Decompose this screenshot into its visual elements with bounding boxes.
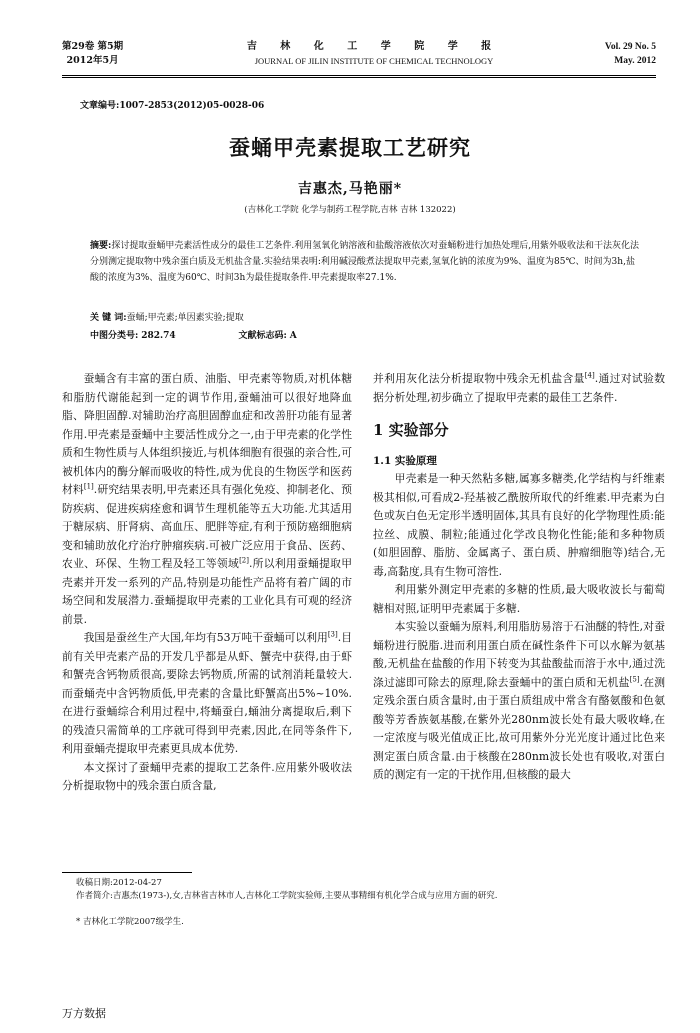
footnote-rule <box>62 872 192 873</box>
text-run: 我国是蚕丝生产大国,年均有53万吨干蚕蛹可以利用 <box>83 631 328 644</box>
doc-code-label: 文献标志码: <box>238 331 287 341</box>
text-run: .目前有关甲壳素产品的开发几乎都是从虾、蟹壳中获得,由于虾和蟹壳含钙物质很高,要除去钙物质,所需的试剂消耗量较大.而蚕蛹壳中含钙物质低,甲壳素的含量比虾蟹高出5%~10%.在进行蚕蛹综合利用过程中,将蛹蚕白,蛹油分离提取后,剩下的残渣只需简单的工序就可得到甲壳素,因此,在同等条件下,利用蚕蛹壳提取甲壳素更具成本优势. <box>62 631 352 755</box>
text-run: .在测定残余蛋白质含量时,由于蛋白质组成中常含有酪氨酸和色氨酸等芳香族氨基酸,在紫外光280nm波长处有最大吸收峰,在一定浓度与吸光值成正比,故可用紫外分光光度计通过比色来测定蛋白质含量.由于核酸在280nm波长处也有吸收,对蛋白质的测定有一定的干扰作用,但核酸的最大 <box>373 675 665 781</box>
paper-title: 蚕蛹甲壳素提取工艺研究 <box>229 135 471 160</box>
keywords-text: 蚕蛹;甲壳素;单因素实验;提取 <box>126 313 244 323</box>
header-left <box>62 40 123 68</box>
citation: [5] <box>629 674 640 683</box>
clc-label: 中图分类号: <box>90 331 139 341</box>
text-run: 蚕蛹含有丰富的蛋白质、油脂、甲壳素等物质,对机体糖和脂肪代谢能起到一定的调节作用,蚕蛹油可以很好地降血脂、降胆固醇.对辅助治疗高胆固醇血症和改善肝功能有显著作用.甲壳素是蚕蛹中主要活性成分之一,由于甲壳素的化学性质和生物性质与人体组织接近,与机体细胞有很强的亲合性,可被机体内的酶分解而吸收的特性,成为优良的生物医学和医药材料 <box>62 372 352 496</box>
text-run: .研究结果表明,甲壳素还具有强化免疫、抑制老化、预防疾病、促进疾病痊愈和调节生理机能等五大功能.尤其适用于糖尿病、肝肾病、高血压、肥胖等症,有利于预防癌细胞病变和辅助放化疗治疗肿瘤疾病.可被广泛应用于食品、医药、农业、环保、生物工程及轻工等领域 <box>62 483 353 570</box>
article-number: 文章编号:1007-2853(2012)05-0028-06 <box>80 101 265 111</box>
text-run: 本实验以蚕蛹为原料,利用脂肪易溶于石油醚的特性,对蚕蛹粉进行脱脂.进而利用蛋白质在碱性条件下可以水解为氨基酸,无机盐在盐酸的作用下转变为其盐酸盐而溶于水中,通过洗涤过滤即可除去的原理,除去蚕蛹中的蛋白质和无机盐 <box>373 620 665 689</box>
subsection-heading: 1.1 实验原理 <box>373 454 437 467</box>
keywords <box>90 310 244 323</box>
paragraph: 甲壳素是一种天然粘多糖,属寡多糖类,化学结构与纤维素极其相似,可看成2-羟基被乙酰胺所取代的纤维素.甲壳素为白色或灰白色无定形半透明固体,其具有良好的化学物理性质:能拉丝、成膜、制粒;能通过化学改良物化性能;能和多种物质(如胆固醇、脂肪、金属离子、蛋白质、肿瘤细胞等)结合,无毒,高黏度,具有生物可溶性. <box>373 472 665 578</box>
clc-group <box>90 331 176 341</box>
body-column-left <box>62 370 352 796</box>
section-heading: 1 实验部分 <box>373 421 449 439</box>
header-rule <box>62 75 656 78</box>
header-right <box>605 40 656 68</box>
doc-code-group <box>239 331 297 341</box>
abstract-text: 探讨提取蚕蛹甲壳素活性成分的最佳工艺条件.利用氢氧化钠溶液和盐酸溶液依次对蚕蛹粉进行加热处理后,用紫外吸收法和干法灰化法分别测定提取物中残余蛋白质及无机盐含量.实验结果表明:利用碱浸酸煮法提取甲壳素,氢氧化钠的浓度为9%、温度为85℃、时间为3h,盐酸的浓度为3%、温度为60℃、时间3h为最佳提取条件.甲壳素提取率27.1%. <box>90 241 640 283</box>
clc-value: 282.74 <box>141 331 176 341</box>
text-run: .通过对试验数据分析处理,初步确立了提取甲壳素的最佳工艺条件. <box>373 372 665 404</box>
doc-code-value: A <box>289 331 297 341</box>
running-header <box>62 40 656 74</box>
journal-title-cn: 吉 林 化 工 学 院 学 报 <box>246 41 502 52</box>
date-cn: 2012年5月 <box>66 55 119 66</box>
paragraph <box>62 629 352 759</box>
authors: 吉惠杰,马艳丽* <box>297 181 403 197</box>
paragraph <box>62 370 352 629</box>
footnote-author-bio: 作者简介:吉惠杰(1973-),女,吉林省吉林市人,吉林化工学院实验师,主要从事精细有机化学合成与应用方面的研究. <box>76 891 498 901</box>
date-en: May. 2012 <box>614 56 656 66</box>
volume-cn: 第29卷 第5期 <box>62 41 124 52</box>
abstract <box>90 238 640 286</box>
paragraph: 利用紫外测定甲壳素的多糖的性质,最大吸收波长与葡萄糖相对照,证明甲壳素属于多糖. <box>373 583 665 615</box>
classification <box>90 328 357 341</box>
footnote-received: 收稿日期:2012-04-27 <box>76 878 162 888</box>
keywords-label: 关 键 词: <box>90 313 127 323</box>
volume-en: Vol. 29 No. 5 <box>604 42 656 52</box>
journal-title-en: JOURNAL OF JILIN INSTITUTE OF CHEMICAL TECHNOLOGY <box>254 56 494 66</box>
header-center <box>212 40 536 68</box>
affiliation: (吉林化工学院 化学与制药工程学院,吉林 吉林 132022) <box>244 205 456 215</box>
citation: [2] <box>239 556 249 565</box>
citation: [3] <box>327 630 338 639</box>
paragraph <box>373 370 665 407</box>
citation: [4] <box>584 371 595 380</box>
footnote-note: * 吉林化工学院2007级学生. <box>76 917 184 927</box>
paragraph <box>373 618 665 785</box>
body-column-right <box>373 370 665 785</box>
text-run: 并利用灰化法分析提取物中残余无机盐含量 <box>373 372 585 385</box>
text-run: .所以利用蚕蛹提取甲壳素并开发一系列的产品,特别是功能性产品将有着广阔的市场空间和发展潜力.蚕蛹提取甲壳素的工业化具有可观的经济前景. <box>62 557 353 626</box>
citation: [1] <box>83 482 94 491</box>
abstract-label: 摘要: <box>90 241 112 251</box>
watermark: 万方数据 <box>62 1007 106 1020</box>
paragraph: 本文探讨了蚕蛹甲壳素的提取工艺条件.应用紫外吸收法分析提取物中的残余蛋白质含量, <box>62 760 352 792</box>
